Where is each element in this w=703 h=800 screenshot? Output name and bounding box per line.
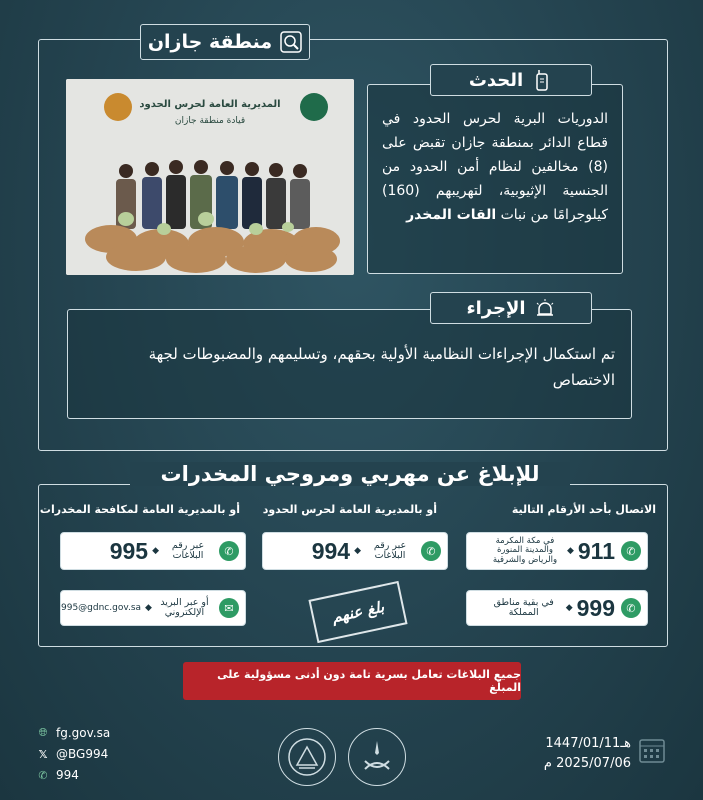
event-text-box: [367, 84, 623, 274]
event-highlight: القات المخدر: [406, 207, 497, 224]
event-tag: [430, 64, 592, 96]
confidential-notice: جميع البلاغات تعامل بسرية تامة دون أدنى مسؤولية على المبلّغ: [183, 662, 521, 700]
calendar-icon: [638, 736, 666, 768]
globe-icon: 🌐︎: [38, 726, 48, 739]
email-icon: ✉: [219, 598, 239, 618]
walkie-talkie-icon: [531, 69, 553, 91]
hotline-999[interactable]: [466, 590, 648, 626]
event-text: الدوريات البرية لحرس الحدود في قطاع الدائر بمنطقة جازان تقبض على (8) مخالفين لنظام أمن الحدود من الجنسية الإثيوبية، لتهريبهم (160) كيلوجرامًا من نبات: [382, 111, 608, 224]
hotline-994-number: 994: [311, 537, 351, 564]
hotline-911[interactable]: [466, 532, 648, 570]
region-title: منطقة جازان: [147, 31, 273, 53]
hotline-995[interactable]: [60, 532, 246, 570]
alarm-light-icon: [534, 297, 556, 319]
phone-icon: ✆: [38, 768, 48, 782]
hijri-date: 1447/01/11هـ: [545, 736, 631, 751]
hotline-995-desc: عبر رقم البلاغات: [171, 539, 205, 561]
col2-header: أو بالمديرية العامة لحرس الحدود: [262, 503, 437, 516]
action-text-box: [67, 309, 632, 419]
diamond-arrow-icon: ◆: [565, 603, 573, 613]
border-guard-emblem: [278, 728, 336, 786]
event-title: الحدث: [468, 69, 524, 91]
col3-header: أو بالمديرية العامة لمكافحة المخدرات: [39, 503, 240, 516]
phone-icon: ✆: [621, 541, 641, 561]
hotline-995-number: 995: [109, 537, 149, 564]
action-text: تم استكمال الإجراءات النظامية الأولية بحقهم، وتسليمهم والمضبوطات لجهة الاختصاص: [148, 345, 615, 389]
footer-x-handle[interactable]: [36, 747, 108, 761]
phone-icon: ✆: [219, 541, 239, 561]
phone-icon: ✆: [421, 541, 441, 561]
footer-phone[interactable]: [36, 768, 79, 782]
hotline-911-number: 911: [577, 537, 615, 564]
region-tag: [140, 24, 310, 60]
hotline-911-desc: في مكة المكرمة والمدينة المنورة والرياض والشرقية: [492, 535, 558, 565]
email-address[interactable]: 995@gdnc.gov.sa: [61, 603, 142, 613]
gregorian-date: 2025/07/06 م: [543, 756, 631, 771]
hotline-999-number: 999: [576, 594, 615, 621]
saudi-emblem: [348, 728, 406, 786]
report-stamp-text: بلغ عنهم: [330, 597, 386, 627]
email-desc: أو عبر البريد الإلكتروني: [160, 596, 209, 618]
photo-banner-line1: المديرية العامة لحرس الحدود: [139, 99, 281, 110]
diamond-arrow-icon: ◆: [145, 603, 152, 613]
hotline-994[interactable]: [262, 532, 448, 570]
phone-icon: ✆: [621, 598, 641, 618]
search-map-icon: [280, 31, 302, 53]
action-title: الإجراء: [466, 297, 526, 319]
footer-website[interactable]: [36, 726, 110, 740]
footer-website-text: fg.gov.sa: [56, 726, 111, 740]
footer-phone-text: 994: [56, 768, 79, 782]
x-logo-icon: 𝕏: [38, 747, 48, 761]
event-photo: [66, 79, 354, 275]
hotline-999-desc: في بقية مناطق المملكة: [493, 596, 554, 618]
email-box[interactable]: [60, 590, 246, 626]
photo-banner-line2: قيادة منطقة جازان: [174, 116, 246, 126]
footer-handle-text: @BG994: [56, 747, 109, 761]
diamond-arrow-icon: ◆: [566, 546, 574, 556]
diamond-arrow-icon: ◆: [152, 546, 159, 556]
col1-header: الاتصال بأحد الأرقام التالية: [511, 503, 656, 516]
action-tag: [430, 292, 592, 324]
hotline-994-desc: عبر رقم البلاغات: [373, 539, 407, 561]
report-title: للإبلاغ عن مهربي ومروجي المخدرات: [130, 462, 570, 486]
diamond-arrow-icon: ◆: [354, 546, 361, 556]
